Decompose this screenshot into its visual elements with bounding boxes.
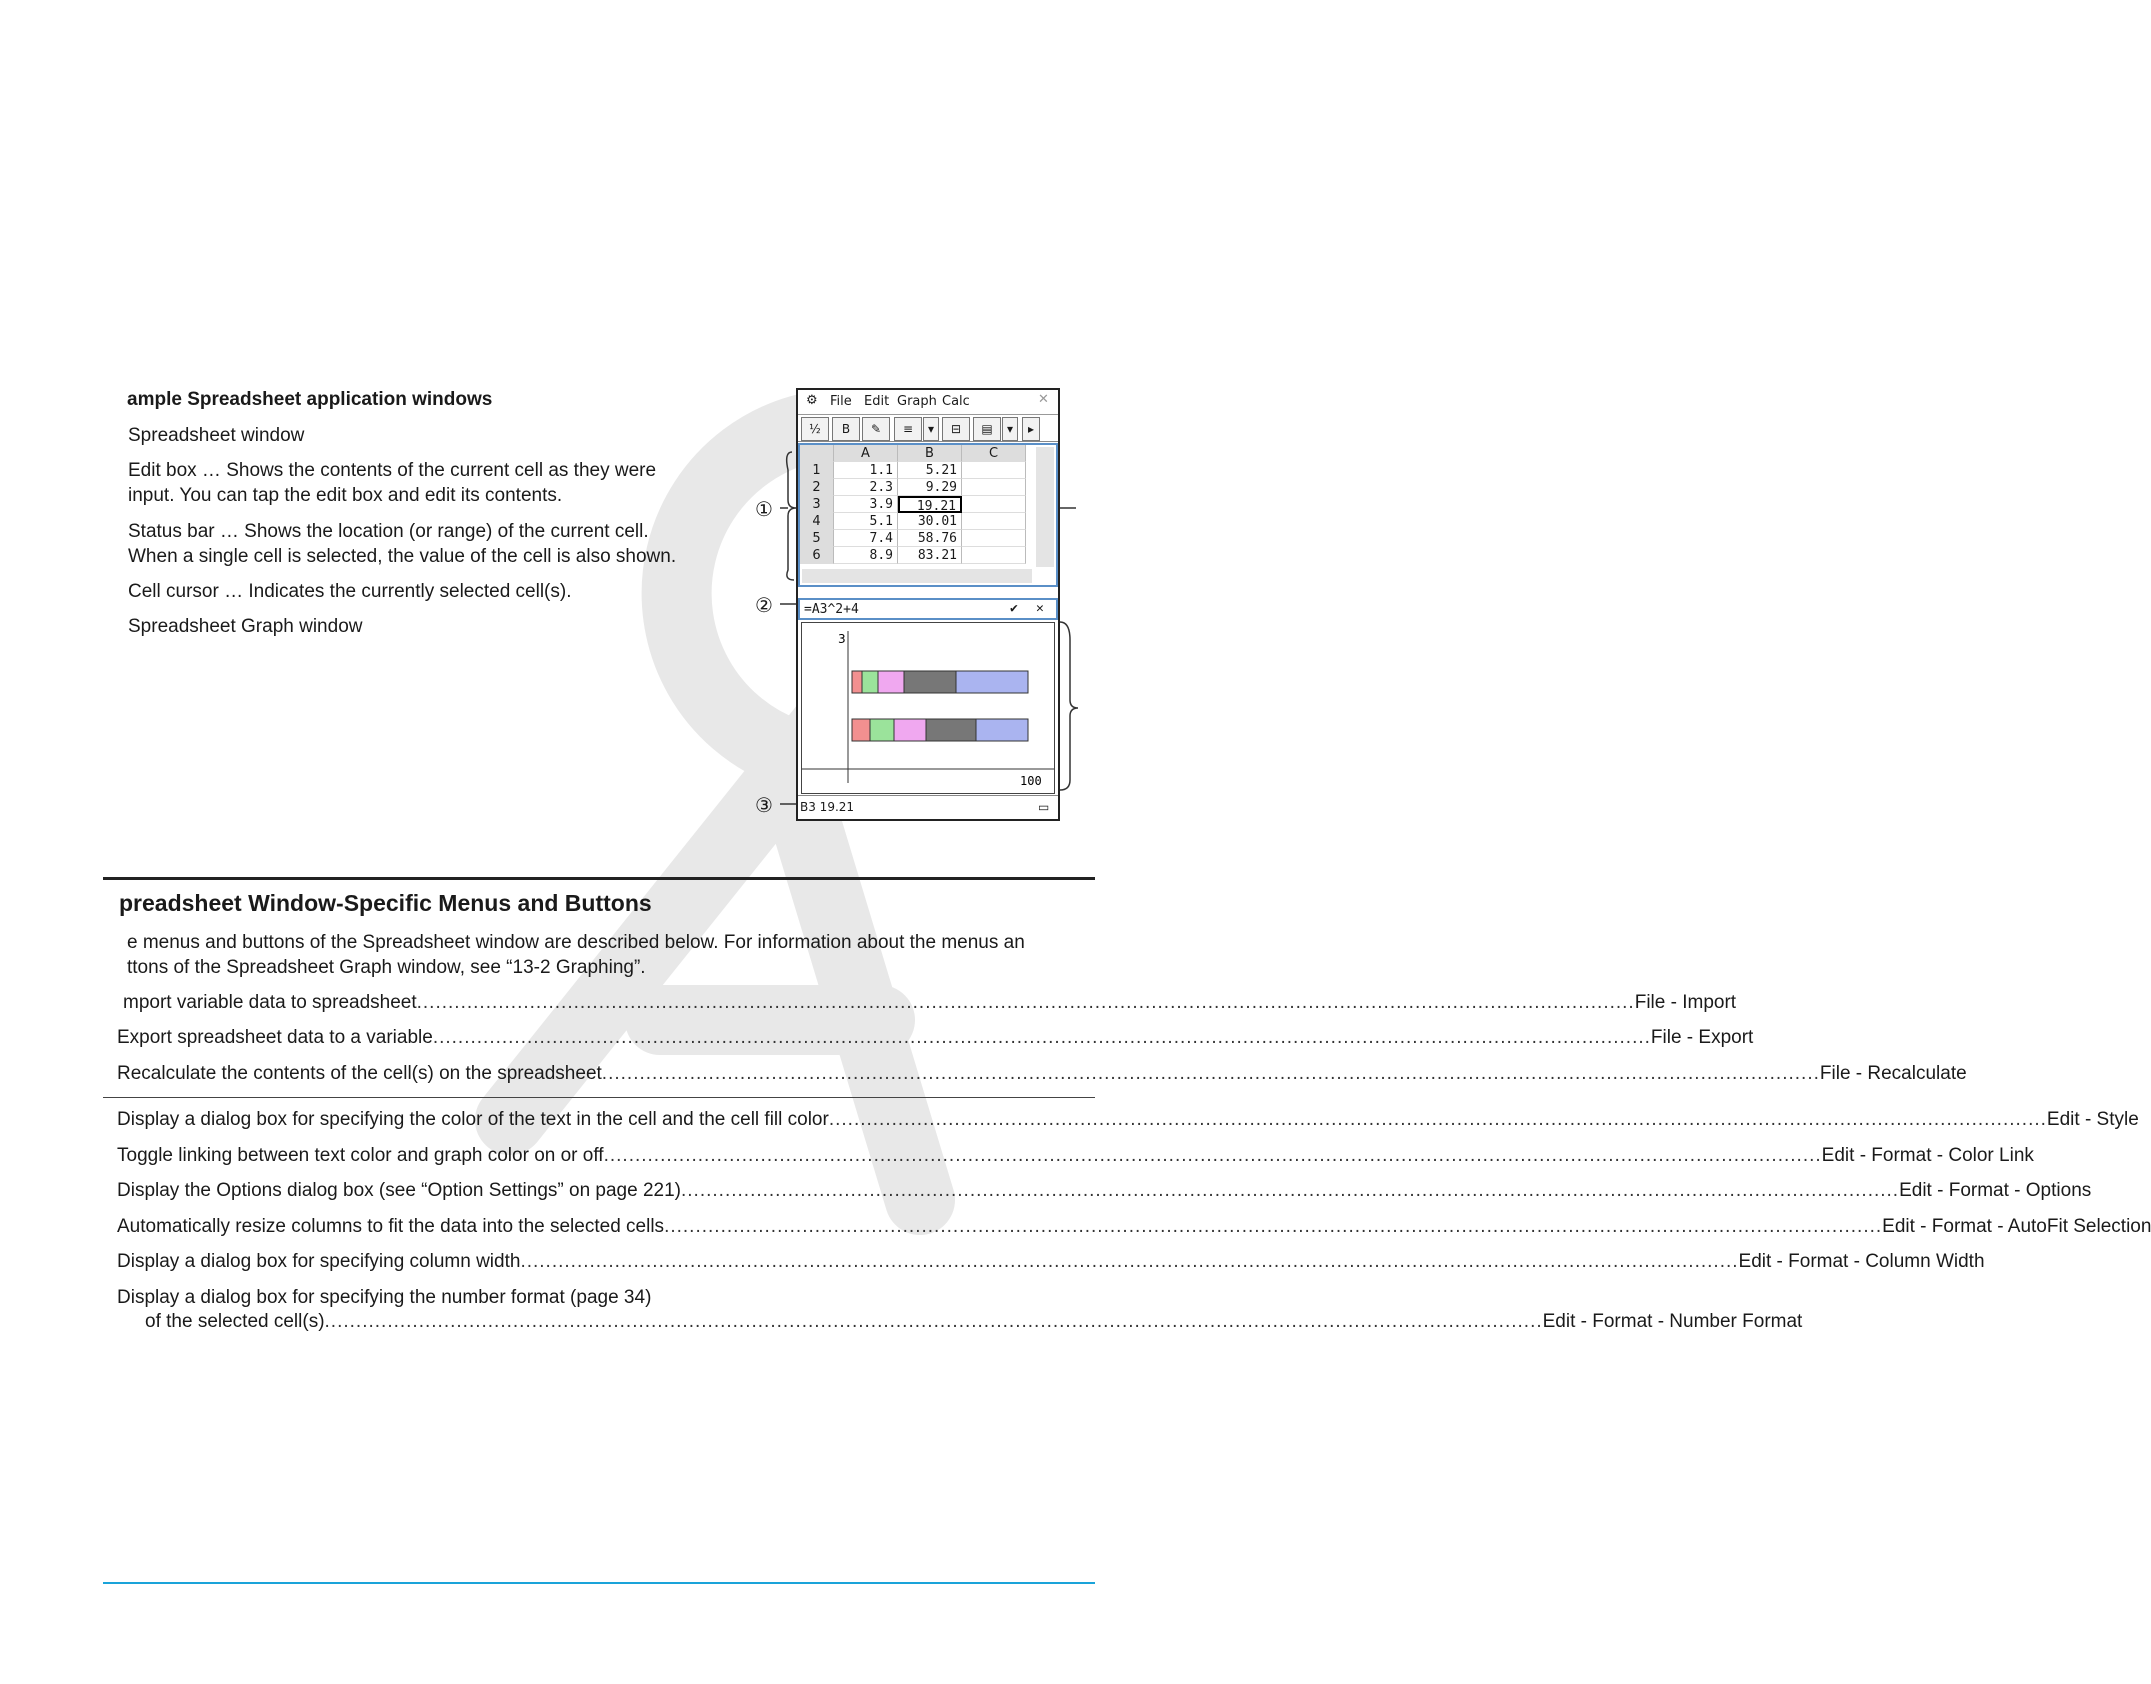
menu-row-number-format bbox=[145, 1309, 1803, 1334]
row-label: Display a dialog box for specifying the color of the text in the cell and the cell fill color bbox=[117, 1109, 829, 1130]
menu-graph[interactable]: Graph bbox=[897, 394, 937, 409]
row-label: Automatically resize columns to fit the data into the selected cells bbox=[117, 1216, 665, 1237]
align-icon[interactable]: ≡ bbox=[894, 417, 922, 441]
status-text: B3 19.21 bbox=[800, 800, 855, 814]
intro-heading: ample Spreadsheet application windows bbox=[127, 389, 493, 410]
menu-row-color-link bbox=[117, 1143, 2034, 1168]
cell-c1[interactable] bbox=[962, 462, 1026, 479]
menu-row-options bbox=[117, 1178, 2092, 1203]
bold-button[interactable]: B bbox=[832, 417, 860, 441]
bar-segment bbox=[976, 719, 1028, 741]
row-command: Edit - Style bbox=[2046, 1109, 2139, 1130]
vertical-scrollbar[interactable] bbox=[1036, 447, 1054, 567]
table-divider bbox=[103, 1097, 1095, 1098]
footer-rule bbox=[103, 1582, 1095, 1584]
number-format-line1: Display a dialog box for specifying the number format (page 34) bbox=[117, 1287, 652, 1308]
row-command: Edit - Format - Color Link bbox=[1821, 1145, 2034, 1166]
cancel-icon[interactable]: ✕ bbox=[1036, 601, 1044, 616]
cell-c2[interactable] bbox=[962, 479, 1026, 496]
intro-item-spreadsheet-window: Spreadsheet window bbox=[128, 425, 305, 446]
dot-leader: .................................................................................................................................................................................................. bbox=[603, 1145, 1822, 1166]
spreadsheet-grid[interactable] bbox=[798, 443, 1058, 587]
dot-leader: .................................................................................................................................................................................................. bbox=[601, 1063, 1820, 1084]
column-header[interactable]: A bbox=[834, 445, 898, 462]
cell-a6[interactable]: 8.9 bbox=[834, 547, 898, 564]
bar-segment bbox=[862, 671, 878, 693]
bar-segment bbox=[894, 719, 926, 741]
fraction-toggle-icon[interactable]: ½ bbox=[801, 417, 829, 441]
row-command: File - Recalculate bbox=[1819, 1063, 1967, 1084]
column-header[interactable]: C bbox=[962, 445, 1026, 462]
row-label: Display a dialog box for specifying column width bbox=[117, 1251, 521, 1272]
dropdown-arrow-icon[interactable]: ▾ bbox=[1002, 417, 1018, 441]
link-icon[interactable]: ⊟ bbox=[942, 417, 970, 441]
cell-c5[interactable] bbox=[962, 530, 1026, 547]
row-label: mport variable data to spreadsheet bbox=[123, 992, 417, 1013]
callout-2: ② bbox=[755, 595, 773, 617]
dot-leader: .................................................................................................................................................................................................. bbox=[664, 1216, 1883, 1237]
cell-a2[interactable]: 2.3 bbox=[834, 479, 898, 496]
row-command: File - Export bbox=[1650, 1027, 1754, 1048]
bar-segment bbox=[878, 671, 904, 693]
cell-c3[interactable] bbox=[962, 496, 1026, 513]
intro-item-edit-box: Edit box … Shows the contents of the current cell as they were bbox=[128, 460, 657, 481]
dropdown-arrow-icon[interactable]: ▾ bbox=[923, 417, 939, 441]
row-header[interactable]: 2 bbox=[800, 479, 834, 496]
dot-leader: .................................................................................................................................................................................................. bbox=[828, 1109, 2047, 1130]
row-label: Recalculate the contents of the cell(s) on the spreadsheet bbox=[117, 1063, 602, 1084]
cell-c6[interactable] bbox=[962, 547, 1026, 564]
calculator-screen bbox=[796, 388, 1060, 821]
bar-segment bbox=[870, 719, 894, 741]
menu-calc[interactable]: Calc bbox=[942, 394, 970, 409]
section-divider bbox=[103, 877, 1095, 880]
row-command: Edit - Format - Number Format bbox=[1542, 1311, 1803, 1332]
row-command: File - Import bbox=[1634, 992, 1737, 1013]
spreadsheet-graph-window[interactable] bbox=[801, 622, 1055, 794]
cell-a5[interactable]: 7.4 bbox=[834, 530, 898, 547]
menu-bar bbox=[798, 390, 1058, 415]
bar-segment bbox=[904, 671, 956, 693]
bar-segment bbox=[852, 671, 862, 693]
section-heading: preadsheet Window-Specific Menus and Buttons bbox=[119, 890, 652, 916]
menu-row-export bbox=[117, 1025, 1754, 1050]
horizontal-scrollbar[interactable] bbox=[802, 569, 1032, 583]
dot-leader: .................................................................................................................................................................................................. bbox=[432, 1027, 1651, 1048]
cell-b2[interactable]: 9.29 bbox=[898, 479, 962, 496]
gear-icon[interactable]: ⚙ bbox=[806, 393, 818, 408]
intro-item-edit-box-cont: input. You can tap the edit box and edit its contents. bbox=[128, 485, 563, 506]
edit-box[interactable] bbox=[798, 598, 1058, 620]
corner-cell bbox=[800, 445, 834, 462]
status-bar bbox=[798, 795, 1058, 818]
pen-icon[interactable]: ✎ bbox=[862, 417, 890, 441]
bar-segment bbox=[926, 719, 976, 741]
bar-segment bbox=[852, 719, 870, 741]
row-header[interactable]: 3 bbox=[800, 496, 834, 513]
cell-a4[interactable]: 5.1 bbox=[834, 513, 898, 530]
cell-cursor-b3[interactable]: 19.21 bbox=[898, 496, 962, 513]
menu-row-import bbox=[123, 990, 1737, 1015]
row-label: of the selected cell(s) bbox=[145, 1311, 325, 1332]
section-desc-line1: e menus and buttons of the Spreadsheet window are described below. For information about the menus an bbox=[127, 932, 1025, 953]
menu-file[interactable]: File bbox=[830, 394, 852, 409]
cell-b6[interactable]: 83.21 bbox=[898, 547, 962, 564]
row-label: Export spreadsheet data to a variable bbox=[117, 1027, 433, 1048]
row-header[interactable]: 4 bbox=[800, 513, 834, 530]
intro-item-status-bar: Status bar … Shows the location (or range) of the current cell. bbox=[128, 521, 649, 542]
callout-1: ① bbox=[755, 499, 773, 521]
check-icon[interactable]: ✔ bbox=[1010, 601, 1018, 616]
x-tick-label: 100 bbox=[1020, 774, 1042, 788]
dot-leader: .................................................................................................................................................................................................. bbox=[681, 1180, 1900, 1201]
toolbar bbox=[798, 415, 1058, 442]
menu-row-recalculate bbox=[117, 1061, 1967, 1086]
cell-a3[interactable]: 3.9 bbox=[834, 496, 898, 513]
battery-icon: ▭ bbox=[1038, 800, 1050, 814]
intro-item-graph-window: Spreadsheet Graph window bbox=[128, 616, 363, 637]
callout-3: ③ bbox=[755, 795, 773, 817]
menu-row-style bbox=[117, 1107, 2139, 1132]
cell-b1[interactable]: 5.21 bbox=[898, 462, 962, 479]
menu-row-autofit bbox=[117, 1214, 2151, 1239]
row-command: Edit - Format - Options bbox=[1899, 1180, 2092, 1201]
row-header[interactable]: 1 bbox=[800, 462, 834, 479]
row-label: Display the Options dialog box (see “Option Settings” on page 221) bbox=[117, 1180, 681, 1201]
row-command: Edit - Format - AutoFit Selection bbox=[1882, 1216, 2151, 1237]
stacked-bar-graph bbox=[802, 623, 1054, 793]
cell-c4[interactable] bbox=[962, 513, 1026, 530]
intro-item-status-bar-cont: When a single cell is selected, the value of the cell is also shown. bbox=[128, 546, 677, 567]
graph-type-icon[interactable]: ▤ bbox=[973, 417, 1001, 441]
row-label: Toggle linking between text color and graph color on or off bbox=[117, 1145, 604, 1166]
row-command: Edit - Format - Column Width bbox=[1738, 1251, 1985, 1272]
row-header[interactable]: 5 bbox=[800, 530, 834, 547]
menu-edit[interactable]: Edit bbox=[864, 394, 890, 409]
cell-b4[interactable]: 30.01 bbox=[898, 513, 962, 530]
dot-leader: .................................................................................................................................................................................................. bbox=[520, 1251, 1739, 1272]
scroll-right-icon[interactable]: ▸ bbox=[1022, 417, 1040, 441]
column-header[interactable]: B bbox=[898, 445, 962, 462]
dot-leader: .................................................................................................................................................................................................. bbox=[324, 1311, 1543, 1332]
bar-segment bbox=[956, 671, 1028, 693]
intro-item-cell-cursor: Cell cursor … Indicates the currently selected cell(s). bbox=[128, 581, 572, 602]
y-tick-label: 3 bbox=[838, 632, 846, 646]
row-header[interactable]: 6 bbox=[800, 547, 834, 564]
edit-formula[interactable]: =A3^2+4 bbox=[804, 602, 859, 617]
menu-row-column-width bbox=[117, 1249, 1985, 1274]
cell-b5[interactable]: 58.76 bbox=[898, 530, 962, 547]
cell-a1[interactable]: 1.1 bbox=[834, 462, 898, 479]
dot-leader: .................................................................................................................................................................................................. bbox=[416, 992, 1635, 1013]
section-desc-line2: ttons of the Spreadsheet Graph window, see “13-2 Graphing”. bbox=[127, 957, 646, 978]
close-icon[interactable]: ✕ bbox=[1038, 392, 1049, 407]
